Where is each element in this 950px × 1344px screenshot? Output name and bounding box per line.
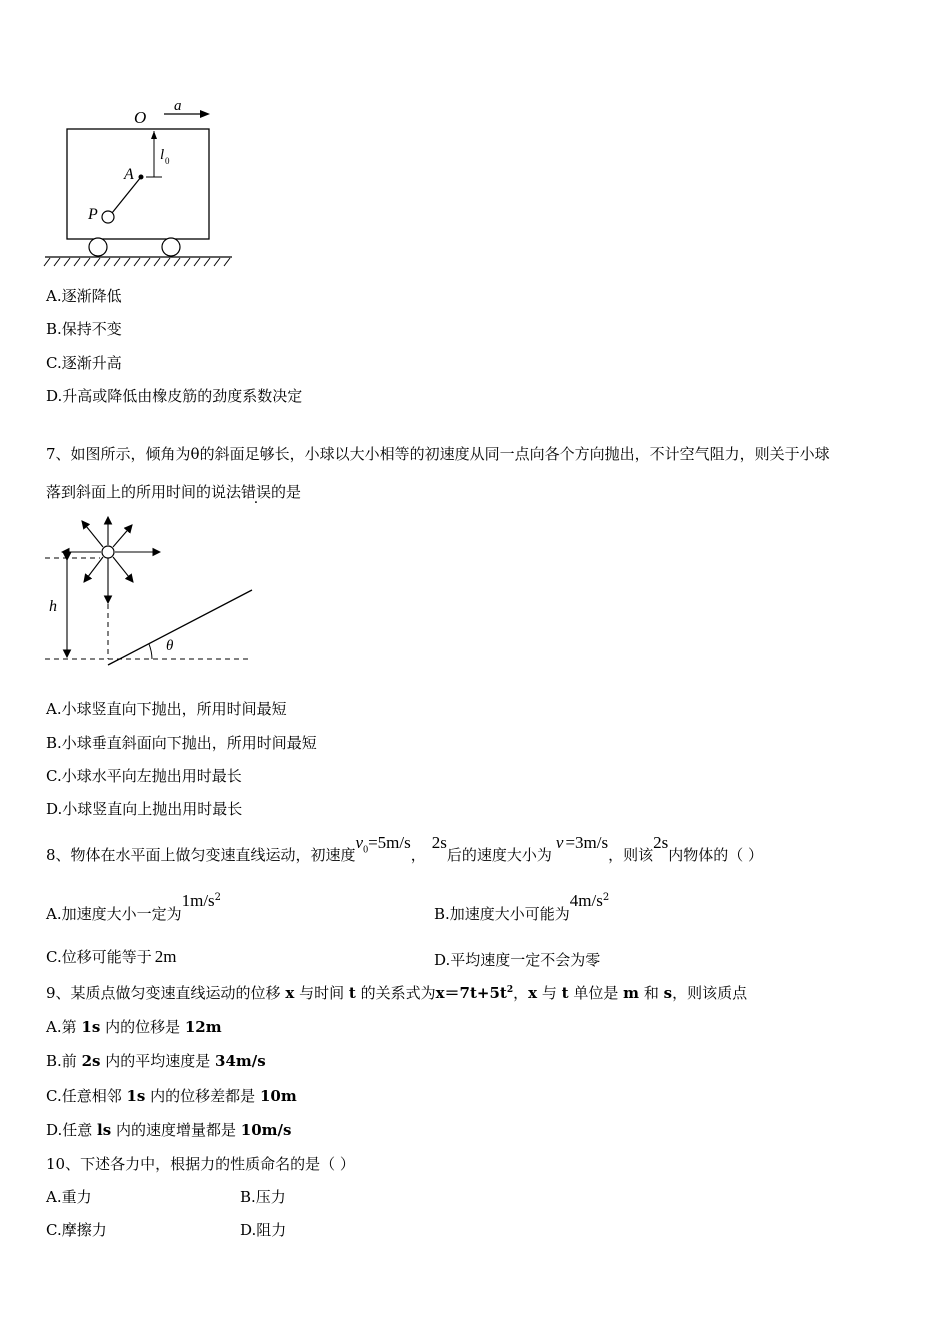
q9-option-a-pre: A.第 xyxy=(46,1018,77,1036)
q10-option-a: A.重力 xyxy=(46,1188,92,1206)
q9-option-a-mid: 内的位移是 xyxy=(105,1018,181,1036)
q6-option-a: A.逐渐降低 xyxy=(46,287,122,305)
q9-option-c-b1: 1s xyxy=(126,1087,146,1105)
q8-option-c-text: C.位移可能等于 xyxy=(46,948,152,966)
q7-stem-emph: 错误 xyxy=(241,483,272,501)
q9-option-d-pre: D.任意 xyxy=(46,1121,93,1139)
q9-option-d xyxy=(46,1119,291,1140)
q8-option-b xyxy=(434,890,610,923)
q7-stem-line2 xyxy=(46,481,301,502)
incline-figure xyxy=(40,508,260,673)
q9-option-a-b1: 1s xyxy=(81,1018,101,1036)
q9-option-b-b2: 34m/s xyxy=(215,1052,266,1070)
q6-option-b: B.保持不变 xyxy=(46,320,122,338)
q9-formula: x＝7t+5t xyxy=(435,984,507,1002)
q8-option-a xyxy=(46,890,222,923)
h-label: h xyxy=(49,598,57,615)
q8-v0 xyxy=(355,833,369,856)
q8-v: v xyxy=(555,833,564,852)
q8-option-a-math: 1m/s xyxy=(181,891,215,910)
q10-option-d: D.阻力 xyxy=(240,1221,287,1239)
accel-label: a xyxy=(174,98,182,114)
q8-comma: ， xyxy=(410,846,426,864)
q10-option-c: C.摩擦力 xyxy=(46,1221,107,1239)
o-label: O xyxy=(134,108,147,127)
q9-option-d-b1: ls xyxy=(97,1121,112,1139)
q7-option-c: C.小球水平向左抛出用时最长 xyxy=(46,767,242,785)
l-sub-label: 0 xyxy=(165,156,170,166)
p-point-label: P xyxy=(88,206,98,223)
q9-option-b-b1: 2s xyxy=(81,1052,101,1070)
q10-option-b: B.压力 xyxy=(240,1188,286,1206)
q9-stem-b: 与时间 xyxy=(299,984,345,1002)
q9-formula-sup: 2 xyxy=(506,985,514,995)
q8-v0-val: =5m/s xyxy=(368,833,411,852)
q9-option-c-b2: 10m xyxy=(259,1087,297,1105)
q8-option-b-text: B.加速度大小可能为 xyxy=(434,905,570,923)
q9-stem xyxy=(46,982,747,1003)
q8-v0-sub: 0 xyxy=(363,844,369,856)
q8-v0-symbol: v xyxy=(355,833,364,852)
cart-figure xyxy=(40,95,240,270)
q8-stem-a: 8、物体在水平面上做匀变速直线运动，初速度 xyxy=(46,846,356,864)
q9-option-d-b2: 10m/s xyxy=(240,1121,292,1139)
q6-option-d: D.升高或降低由橡皮筋的劲度系数决定 xyxy=(46,387,303,405)
q7-stem-post: 的是 xyxy=(271,483,302,501)
q9-option-a xyxy=(46,1016,222,1037)
q9-option-d-mid: 内的速度增量都是 xyxy=(115,1121,236,1139)
q8-t2: 2s xyxy=(653,833,669,852)
q9-stem-h: ，则该质点 xyxy=(672,984,748,1002)
q7-option-b: B.小球垂直斜面向下抛出，所用时间最短 xyxy=(46,734,317,752)
q7-option-d: D.小球竖直向上抛出用时最长 xyxy=(46,800,243,818)
q9-stem-c: 的关系式为 xyxy=(360,984,436,1002)
q10-stem: 10、下述各力中，根据力的性质命名的是（ ） xyxy=(46,1155,355,1173)
q8-t1: 2s xyxy=(431,833,447,852)
q9-s: s xyxy=(663,984,673,1002)
q8-stem-c: ，则该 xyxy=(608,846,654,864)
q9-option-c-mid: 内的位移差都是 xyxy=(150,1087,256,1105)
q8-stem xyxy=(46,832,763,872)
q9-m: m xyxy=(623,984,640,1002)
q9-stem-d: ， xyxy=(513,984,529,1002)
q9-stem-e: 与 xyxy=(541,984,557,1002)
q8-option-d: D.平均速度一定不会为零 xyxy=(434,951,601,969)
q7-stem-line1: 7、如图所示，倾角为θ的斜面足够长，小球以大小相等的初速度从同一点向各个方向抛出，不计空气阻力，则关于小球 xyxy=(46,445,830,463)
a-point-label: A xyxy=(124,166,134,183)
q9-t: t xyxy=(348,984,356,1002)
q7-option-a: A.小球竖直向下抛出，所用时间最短 xyxy=(46,700,287,718)
q9-option-b-mid: 内的平均速度是 xyxy=(105,1052,211,1070)
q8-stem-b: 后的速度大小为 xyxy=(446,846,552,864)
q8-option-a-text: A.加速度大小一定为 xyxy=(46,905,182,923)
q9-option-a-b2: 12m xyxy=(184,1018,222,1036)
q9-option-b xyxy=(46,1050,266,1071)
q8-option-c xyxy=(46,946,176,967)
q9-option-c xyxy=(46,1085,297,1106)
q9-stem-g: 和 xyxy=(643,984,659,1002)
q8-stem-d: 内物体的（ ） xyxy=(668,846,764,864)
q8-option-b-sup: 2 xyxy=(602,892,610,903)
q8-option-c-math: 2m xyxy=(154,947,177,966)
q8-option-a-sup: 2 xyxy=(214,892,222,903)
q6-option-c: C.逐渐升高 xyxy=(46,354,122,372)
theta-label: θ xyxy=(166,638,174,654)
l-label: l xyxy=(160,147,165,163)
q7-stem-pre: 落到斜面上的所用时间的说法 xyxy=(46,483,242,501)
q8-option-b-math: 4m/s xyxy=(569,891,603,910)
q9-stem-a: 9、某质点做匀变速直线运动的位移 xyxy=(46,984,281,1002)
q9-option-b-pre: B.前 xyxy=(46,1052,77,1070)
q9-option-c-pre: C.任意相邻 xyxy=(46,1087,122,1105)
q9-t3: t xyxy=(561,984,569,1002)
q9-stem-f: 单位是 xyxy=(573,984,619,1002)
q9-x2: x xyxy=(528,984,538,1002)
q9-x: x xyxy=(285,984,295,1002)
q8-v-val: =3m/s xyxy=(565,833,609,852)
